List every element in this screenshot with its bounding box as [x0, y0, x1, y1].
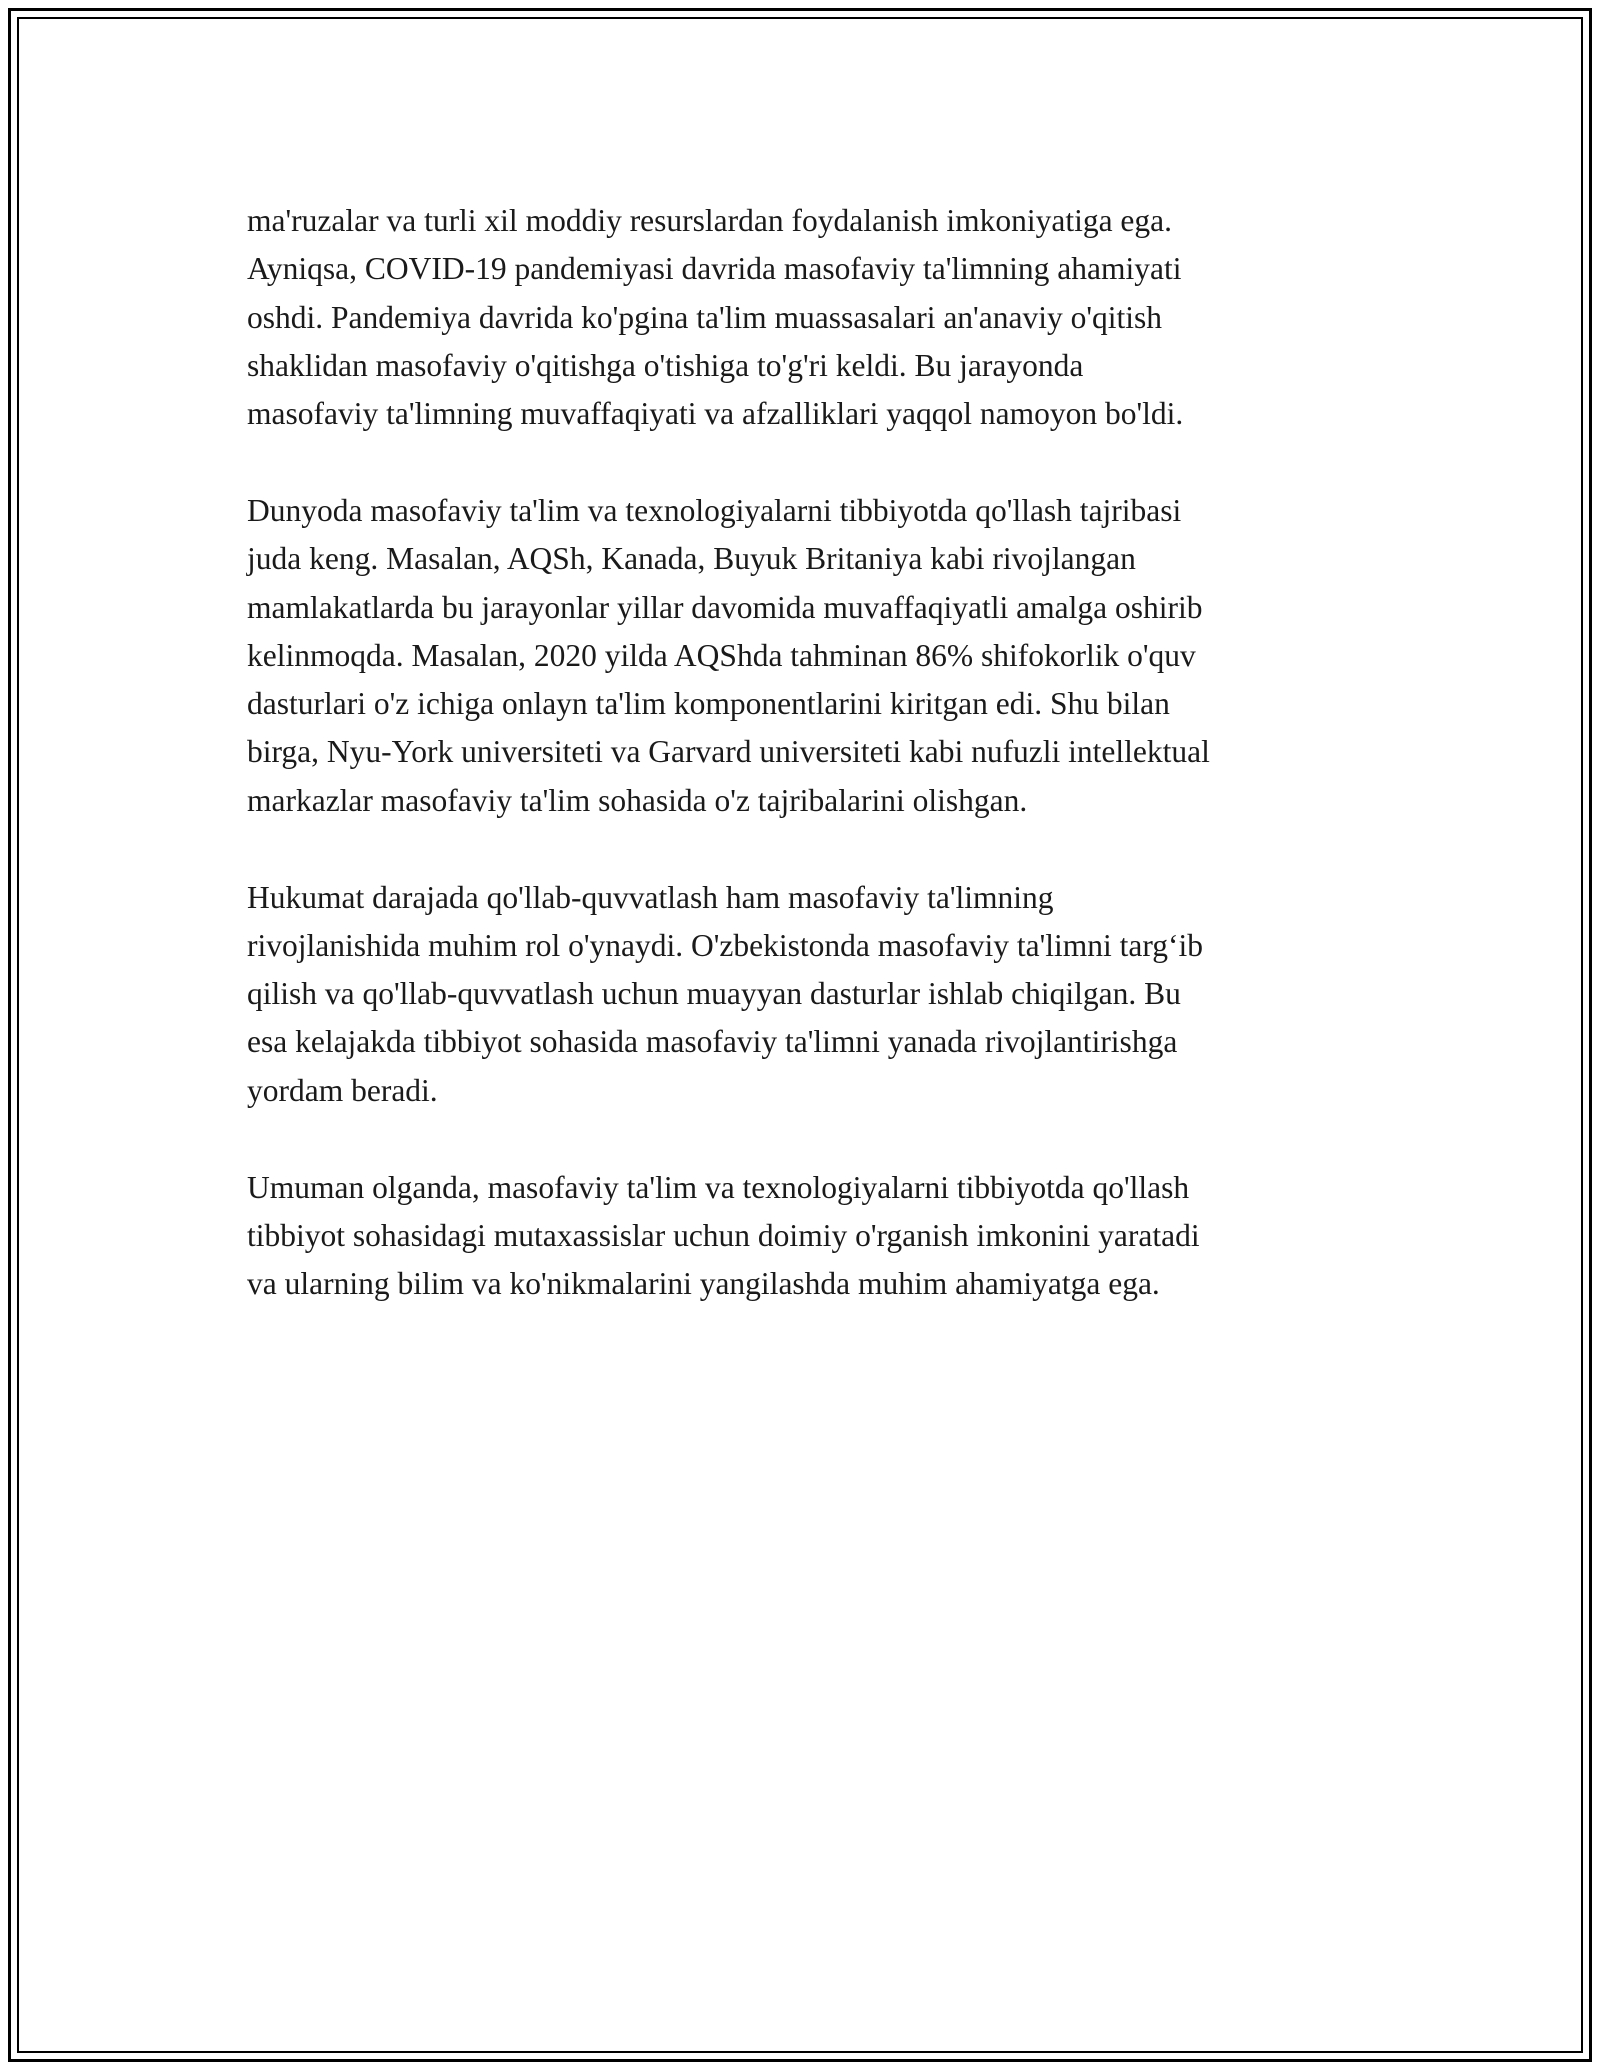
paragraph-1: ma'ruzalar va turli xil moddiy resurslardan foydalanish imkoniyatiga ega. Ayniqsa, COVID-19 pandemiyasi davrida masofaviy ta'limning ahamiyati oshdi. Pandemiya davrida ko'pgina ta'lim muassasalari an'anaviy o'qitish shaklidan masofaviy o'qitishga o'tishiga to'g'ri keldi. Bu jarayonda masofaviy ta'limning muvaffaqiyati va afzalliklari yaqqol namoyon bo'ldi. — [247, 203, 1184, 432]
document-body — [247, 197, 1397, 1357]
paragraph-2: Dunyoda masofaviy ta'lim va texnologiyalarni tibbiyotda qo'llash tajribasi juda keng. Masalan, AQSh, Kanada, Buyuk Britaniya kabi rivojlangan mamlakatlarda bu jarayonlar yillar davomida muvaffaqiyatli amalga oshirib kelinmoqda. Masalan, 2020 yilda AQShda tahminan 86% shifokorlik o'quv dasturlari o'z ichiga onlayn ta'lim komponentlarini kiritgan edi. Shu bilan birga, Nyu-York universiteti va Garvard universiteti kabi nufuzli intellektual markazlar masofaviy ta'lim sohasida o'z tajribalarini olishgan. — [247, 492, 1210, 818]
paragraph-4: Umuman olganda, masofaviy ta'lim va texnologiyalarni tibbiyotda qo'llash tibbiyot sohasidagi mutaxassislar uchun doimiy o'rganish imkonini yaratadi va ularning bilim va ko'nikmalarini yangilashda muhim ahamiyatga ega. — [247, 1169, 1200, 1302]
page-frame — [8, 8, 1592, 2062]
paragraph-3: Hukumat darajada qo'llab-quvvatlash ham masofaviy ta'limning rivojlanishida muhim rol o'ynaydi. O'zbekistonda masofaviy ta'limni targ‘ib qilish va qo'llab-quvvatlash uchun muayyan dasturlar ishlab chiqilgan. Bu esa kelajakda tibbiyot sohasida masofaviy ta'limni yanada rivojlantirishga yordam beradi. — [247, 879, 1204, 1108]
